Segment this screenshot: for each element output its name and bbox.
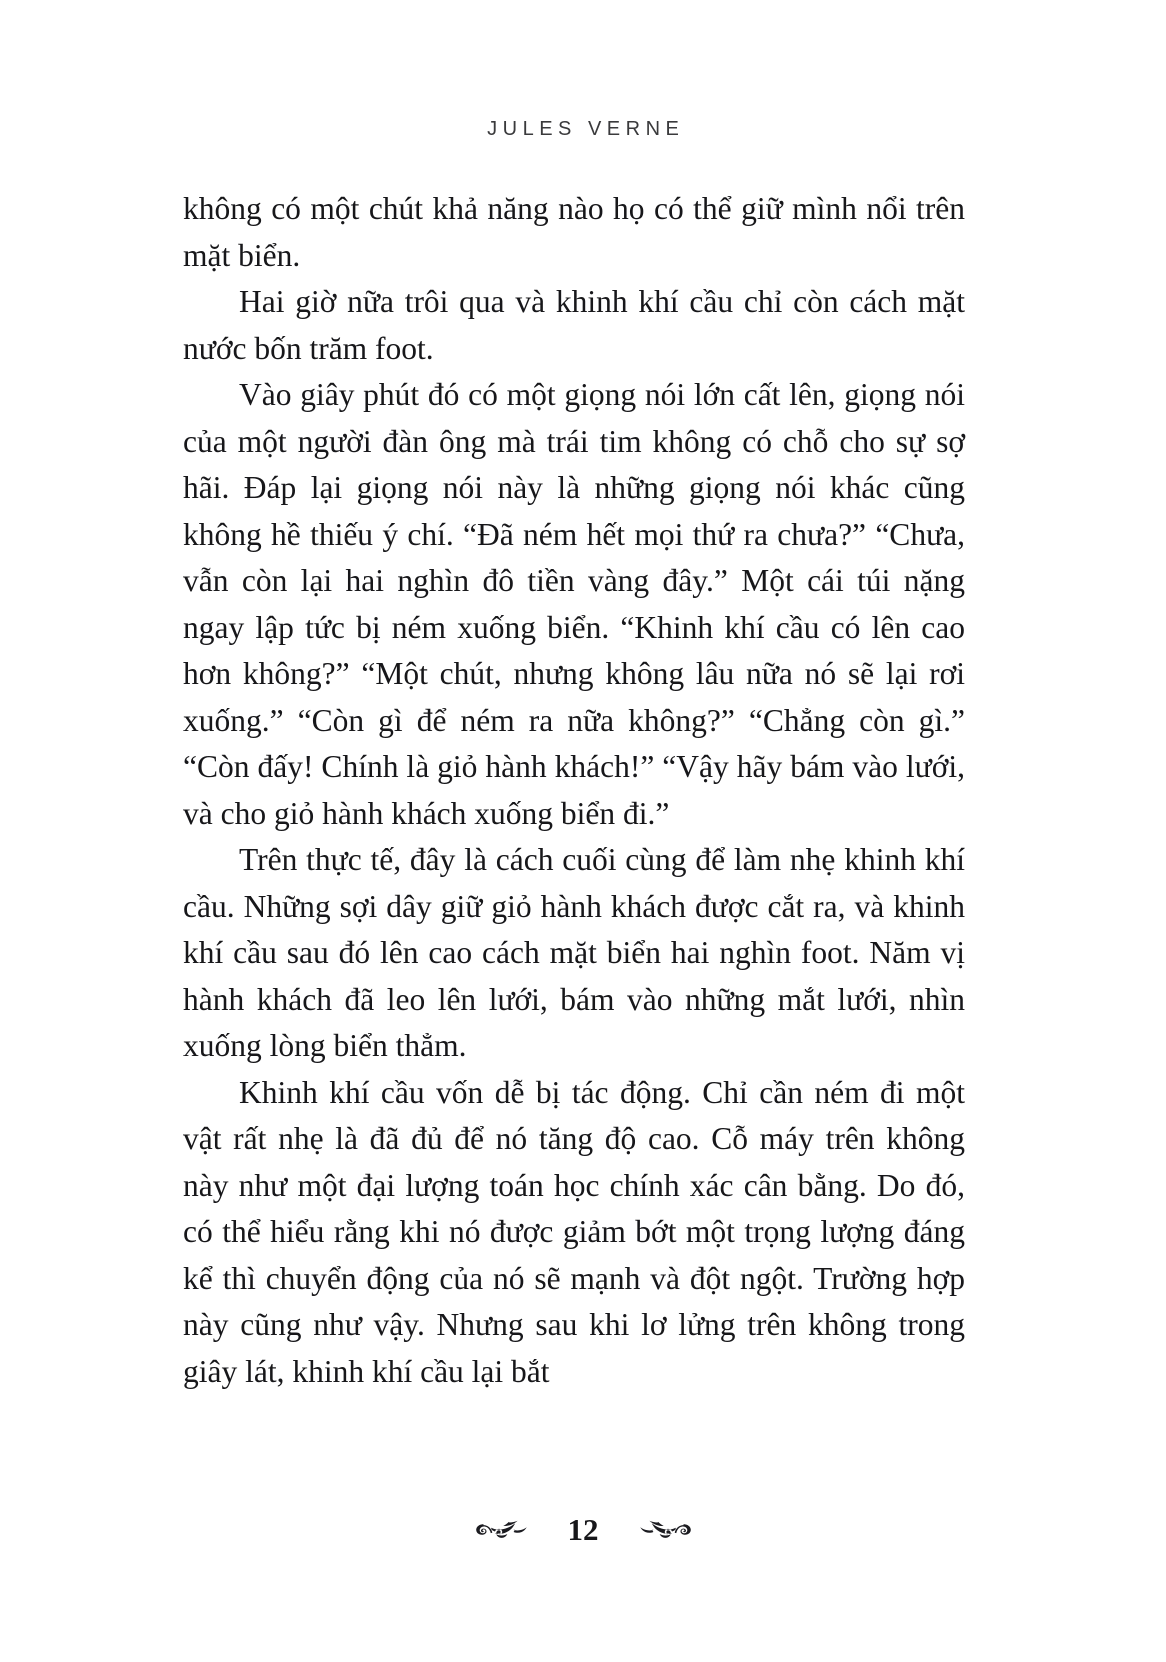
page-number: 12 (567, 1512, 599, 1547)
paragraph: Trên thực tế, đây là cách cuối cùng để làm nhẹ khinh khí cầu. Những sợi dây giữ giỏ hành khách được cắt ra, và khinh khí cầu sau đó lên cao cách mặt biển hai nghìn foot. Năm vị hành khách đã leo lên lưới, bám vào những mắt lưới, nhìn xuống lòng biển thẳm. (183, 842, 965, 1063)
paragraph: Vào giây phút đó có một giọng nói lớn cất lên, giọng nói của một người đàn ông mà trái tim không có chỗ cho sự sợ hãi. Đáp lại giọng nói này là những giọng nói khác cũng không hề thiếu ý chí. “Đã ném hết mọi thứ ra chưa?” “Chưa, vẫn còn lại hai nghìn đô tiền vàng đây.” Một cái túi nặng ngay lập tức bị ném xuống biển. “Khinh khí cầu có lên cao hơn không?” “Một chút, nhưng không lâu nữa nó sẽ lại rơi xuống.” “Còn gì để ném ra nữa không?” “Chẳng còn gì.” “Còn đấy! Chính là giỏ hành khách!” “Vậy hãy bám vào lưới, và cho giỏ hành khách xuống biển đi.” (183, 377, 965, 831)
flourish-ornament-right (621, 1515, 695, 1545)
flourish-ornament-left (472, 1515, 546, 1545)
running-head: JULES VERNE (487, 118, 685, 140)
paragraph: Khinh khí cầu vốn dễ bị tác động. Chỉ cần ném đi một vật rất nhẹ là đã đủ để nó tăng độ cao. Cỗ máy trên không này như một đại lượng toán học chính xác cân bằng. Do đó, có thể hiểu rằng khi nó được giảm bớt một trọng lượng đáng kể thì chuyển động của nó sẽ mạnh và đột ngột. Trường hợp này cũng như vậy. Nhưng sau khi lơ lửng trên không trong giây lát, khinh khí cầu lại bắt (183, 1074, 965, 1389)
paragraph: không có một chút khả năng nào họ có thể giữ mình nổi trên mặt biển. (183, 191, 965, 273)
page-footer (0, 1514, 1166, 1545)
paragraph: Hai giờ nữa trôi qua và khinh khí cầu chỉ còn cách mặt nước bốn trăm foot. (183, 284, 965, 366)
body-text-column (183, 186, 965, 1395)
